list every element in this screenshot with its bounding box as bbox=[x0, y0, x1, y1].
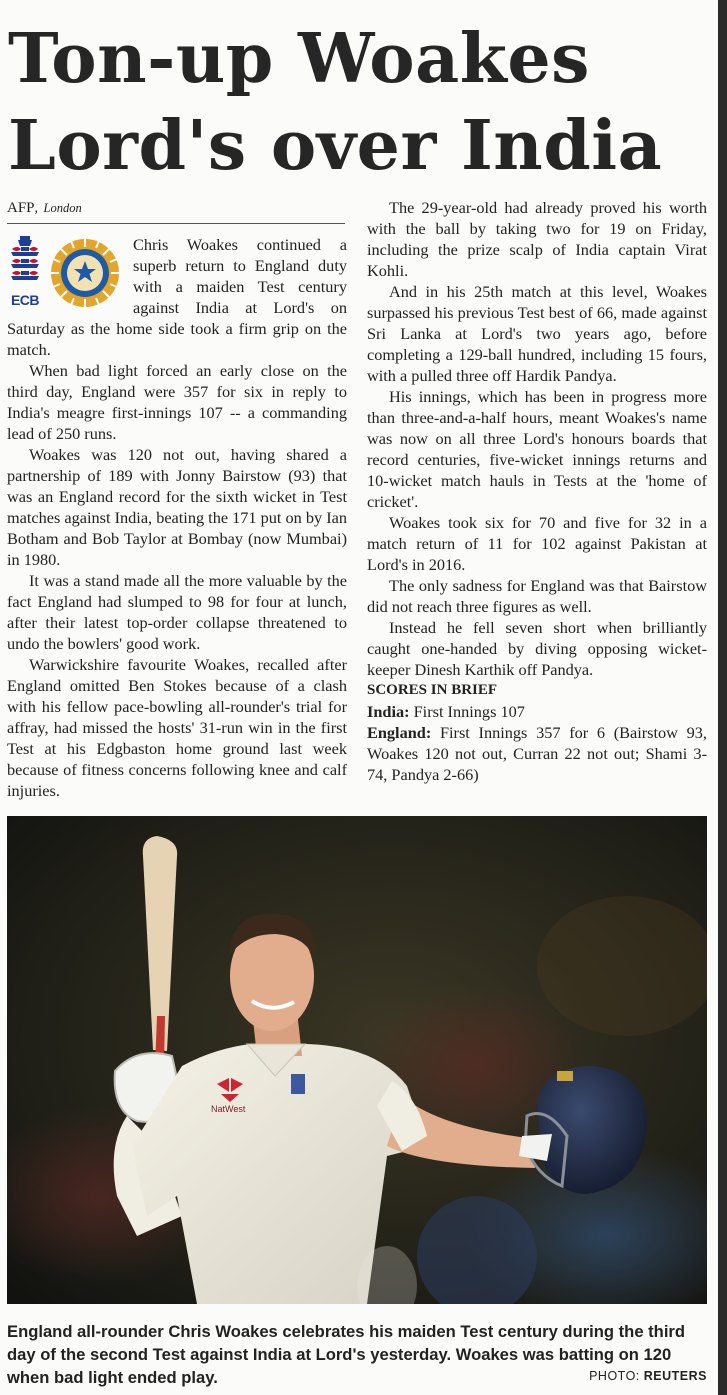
scores-heading: SCORES IN BRIEF bbox=[367, 682, 498, 698]
right-paragraph-6: Instead he fell seven short when brilliantly caught one-handed by diving opposing wicket-keeper Dinesh Karthik off Pandya. bbox=[367, 618, 707, 679]
byline-place: London bbox=[43, 201, 82, 215]
score-england bbox=[367, 722, 707, 785]
score-india-detail: First Innings 107 bbox=[413, 702, 525, 721]
photo-caption: England all-rounder Chris Woakes celebrates his maiden Test century during the third day of the second Test against India at Lord's yesterday. Woakes was batting on 120 when bad light ended play. bbox=[7, 1322, 686, 1387]
right-paragraph-5: The only sadness for England was that Bairstow did not reach three figures as well. bbox=[367, 576, 707, 616]
byline-rule bbox=[7, 223, 345, 224]
right-paragraph-1: The 29-year-old had already proved his worth with the ball by taking two for 19 on Friday, including the prize scalp of India captain Virat Kohli. bbox=[367, 198, 707, 280]
headline-line-1: Ton-up Woakes bbox=[8, 19, 590, 99]
photo-credit-source: REUTERS bbox=[643, 1369, 707, 1383]
score-india-team: India: bbox=[367, 702, 410, 721]
left-paragraph-5: Warwickshire favourite Woakes, recalled after England omitted Ben Stokes because of a clash with his fellow pace-bowling all-rounder's trial for affray, had missed the hosts' 31-run win in the first Test at his Edgbaston home ground last week because of fitness concerns following knee and calf injuries. bbox=[7, 655, 347, 800]
bcci-logo-icon bbox=[49, 237, 121, 309]
score-england-detail: First Innings 357 for 6 (Bairstow 93, Woakes 120 not out, Curran 22 not out; Shami 3-74, Pandya 2-66) bbox=[367, 723, 707, 784]
left-paragraph-1: Chris Woakes continued a superb return to England duty with a maiden Test century against India at Lord's on Saturday as the home side took a firm grip on the match. bbox=[7, 235, 347, 359]
page-edge bbox=[718, 0, 727, 1395]
photo-credit-label: PHOTO: bbox=[589, 1369, 640, 1383]
left-paragraph-3: Woakes was 120 not out, having shared a partnership of 189 with Jonny Bairstow (93) that was an England record for the sixth wicket in Test matches against India, beating the 171 put on by Ian Botham and Bob Taylor at Bombay (now Mumbai) in 1980. bbox=[7, 445, 348, 569]
photo-credit bbox=[589, 1369, 707, 1383]
score-england-team: England: bbox=[367, 723, 432, 742]
byline-separator: , bbox=[34, 201, 39, 216]
byline bbox=[7, 197, 347, 219]
match-photo bbox=[7, 816, 707, 1304]
shirt-crest-icon bbox=[291, 1074, 305, 1094]
byline-agency: AFP bbox=[7, 200, 35, 216]
right-paragraph-2: And in his 25th match at this level, Woakes surpassed his previous Test best of 66, made against Sri Lanka at Lord's two years ago, before completing a 129-ball hundred, including 15 fours, with a pulled three off Hardik Pandya. bbox=[367, 282, 707, 385]
left-column bbox=[7, 197, 347, 801]
logos bbox=[7, 236, 127, 308]
score-india bbox=[367, 701, 707, 722]
headline-line-2: Lord's over India bbox=[8, 106, 663, 186]
shirt-sponsor-text: NatWest bbox=[211, 1104, 246, 1114]
cricketer-celebration-image bbox=[7, 816, 707, 1304]
right-column bbox=[367, 197, 707, 785]
right-paragraph-3: His innings, which has been in progress more than three-and-a-half hours, meant Woakes's name was now on all three Lord's honours boards that record centuries, five-wicket innings returns and 10-wicket match hauls in Tests at the 'home of cricket'. bbox=[367, 387, 707, 511]
left-paragraph-4: It was a stand made all the more valuable by the fact England had slumped to 98 for four at lunch, after their latest top-order collapse threatened to undo the bowlers' good work. bbox=[7, 571, 347, 653]
ecb-logo-text: ECB bbox=[10, 292, 40, 308]
left-paragraph-2: When bad light forced an early close on the third day, England were 357 for six in reply to India's meagre first-innings 107 -- a commanding lead of 250 runs. bbox=[7, 361, 347, 443]
headline bbox=[8, 16, 720, 190]
right-paragraph-4: Woakes took six for 70 and five for 32 in a match return of 11 for 102 against Pakistan at Lord's in 2016. bbox=[367, 513, 707, 574]
